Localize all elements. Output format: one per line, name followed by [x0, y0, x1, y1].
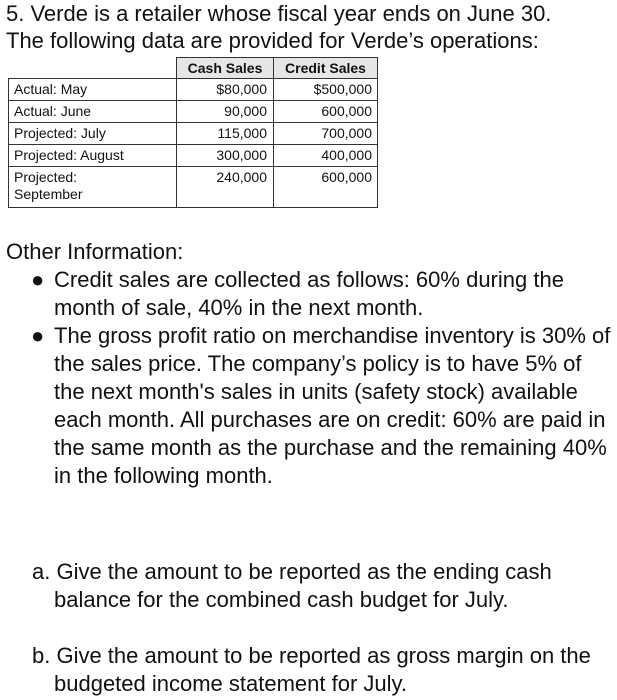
other-info-title: Other Information: — [6, 239, 184, 264]
row-label: Actual: June — [9, 101, 177, 123]
row-label-line-1: Projected: — [14, 169, 78, 185]
cash-sales-value: 300,000 — [177, 145, 274, 167]
table-row — [9, 101, 378, 123]
table-header-row — [9, 58, 378, 79]
bullet-text: The gross profit ratio on merchandise inventory is 30% of the sales price. The company’s policy is to have 5% of the next month's sales in units (safety stock) available each month. All purchases are on credit: 60% are paid in the same month as the purchase and the remaining 40% in the following month. — [54, 323, 611, 488]
credit-sales-value: 700,000 — [274, 123, 378, 145]
intro-line-1: 5. Verde is a retailer whose fiscal year ends on June 30. — [6, 1, 552, 26]
cash-sales-value: $80,000 — [177, 79, 274, 101]
table-row — [9, 145, 378, 167]
header-cash-sales: Cash Sales — [177, 58, 274, 79]
table-corner-cell — [9, 58, 177, 79]
row-label — [9, 167, 177, 208]
intro-line-2: The following data are provided for Verde’s operations: — [6, 28, 539, 53]
header-credit-sales: Credit Sales — [274, 58, 378, 79]
other-info-list — [0, 266, 612, 490]
list-item — [0, 266, 612, 322]
row-label: Actual: May — [9, 79, 177, 101]
cash-sales-value: 240,000 — [177, 167, 274, 208]
sales-table — [8, 57, 378, 208]
row-label: Projected: August — [9, 145, 177, 167]
question-b: b. Give the amount to be reported as gross margin on the budgeted income statement for July. — [32, 643, 591, 696]
credit-sales-value: 600,000 — [274, 101, 378, 123]
credit-sales-value: 600,000 — [274, 167, 378, 208]
table-row — [9, 167, 378, 208]
bullet-text: Credit sales are collected as follows: 60% during the month of sale, 40% in the next month. — [54, 267, 564, 320]
question-a: a. Give the amount to be reported as the ending cash balance for the combined cash budget for July. — [32, 559, 552, 612]
credit-sales-value: 400,000 — [274, 145, 378, 167]
cash-sales-value: 115,000 — [177, 123, 274, 145]
table-row — [9, 79, 378, 101]
row-label-line-2: September — [14, 186, 83, 202]
bullet-icon: ● — [31, 323, 45, 348]
problem-intro — [6, 0, 611, 54]
bullet-icon: ● — [31, 267, 45, 292]
credit-sales-value: $500,000 — [274, 79, 378, 101]
list-item — [0, 322, 612, 490]
table-row — [9, 123, 378, 145]
cash-sales-value: 90,000 — [177, 101, 274, 123]
row-label: Projected: July — [9, 123, 177, 145]
